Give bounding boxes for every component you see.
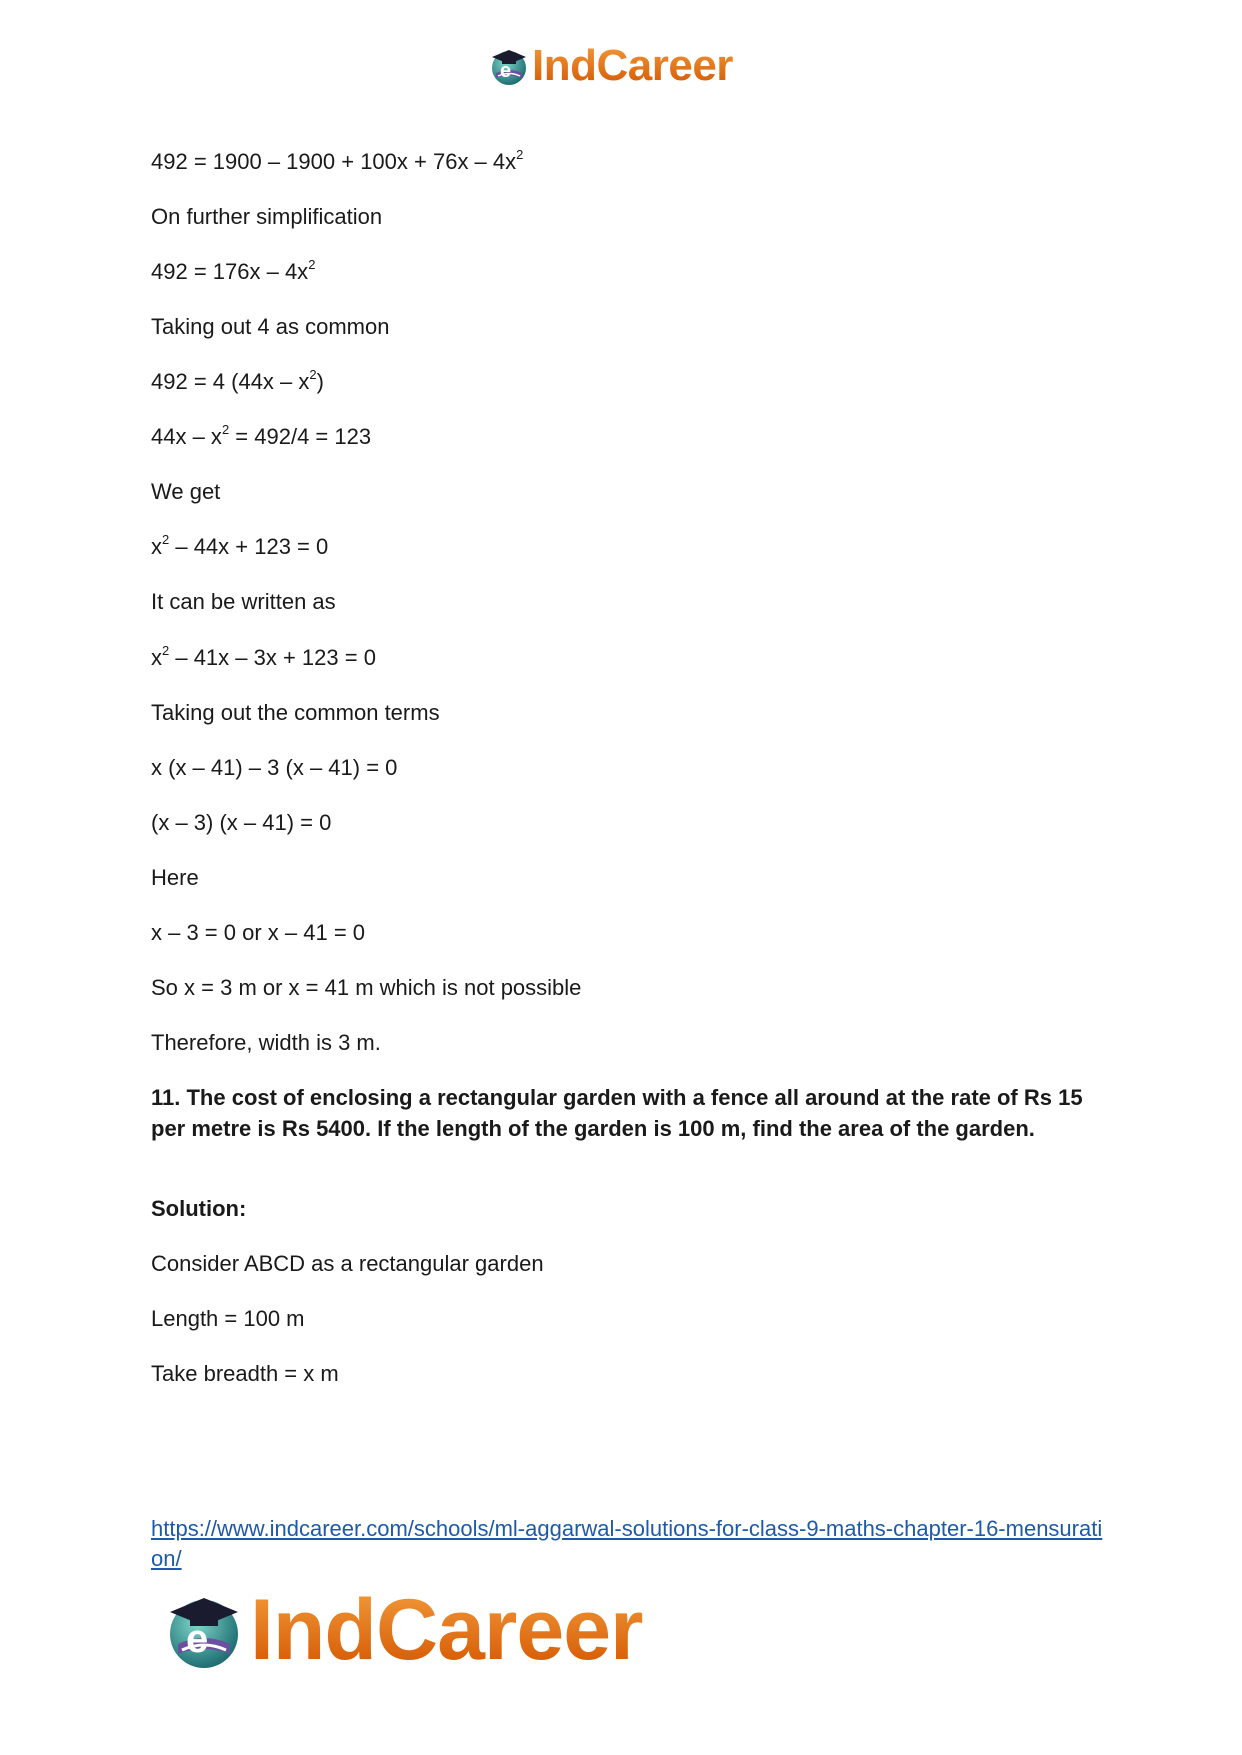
graduation-globe-icon [488,45,530,87]
svg-text:e: e [500,60,512,82]
equation-line-8: $x^2 - 44x + 123 = 0$ [151,531,329,559]
footer-logo-text: IndCareer [250,1582,643,1678]
equation-line-3: $492 = 176x - 4x^2$ [151,256,316,284]
equation-line-1: $492 = 1900 - 1900 + 100x + 76x - 4x^2$ [151,146,524,174]
header-logo [488,42,733,90]
svg-text:e: e [186,1617,209,1661]
header-logo-text: IndCareer [532,41,733,90]
text-line-22: Take breadth = x m [151,1361,339,1386]
text-line-9: It can be written as [151,589,336,614]
text-line-4: Taking out 4 as common [151,314,390,339]
source-link[interactable]: https://www.indcareer.com/schools/ml-aggarwal-solutions-for-class-9-maths-chapter-16-mensuration/ [151,1516,1103,1571]
solution-label: Solution: [151,1196,247,1221]
text-line-20: Consider ABCD as a rectangular garden [151,1251,544,1276]
equation-line-15: x – 3 = 0 or x – 41 = 0 [151,920,366,945]
equation-line-5: 492 = 4 $(44x - x^2)$ [151,366,324,394]
text-line-14: Here [151,865,199,890]
question-11: 11. The cost of enclosing a rectangular garden with a fence all around at the rate of Rs 15 per metre is Rs 5400. If the length of the garden is 100 m, find the area of the garden. [151,1085,1083,1141]
equation-line-6: $44x - x^2 = 492/4 = 123$ [151,421,372,449]
equation-line-13: (x – 3) (x – 41) = 0 [151,810,332,835]
equation-line-10: $x^2 - 41x - 3x + 123 = 0$ [151,642,376,670]
text-line-16: So x = 3 m or x = 41 m which is not possible [151,975,582,1000]
text-line-7: We get [151,479,221,504]
text-line-11: Taking out the common terms [151,700,440,725]
equation-line-12: x (x – 41) – 3 (x – 41) = 0 [151,755,398,780]
text-line-2: On further simplification [151,204,383,229]
graduation-globe-icon [162,1588,246,1672]
footer-logo [162,1582,643,1678]
text-line-21: Length = 100 m [151,1306,305,1331]
text-line-17: Therefore, width is 3 m. [151,1030,381,1055]
